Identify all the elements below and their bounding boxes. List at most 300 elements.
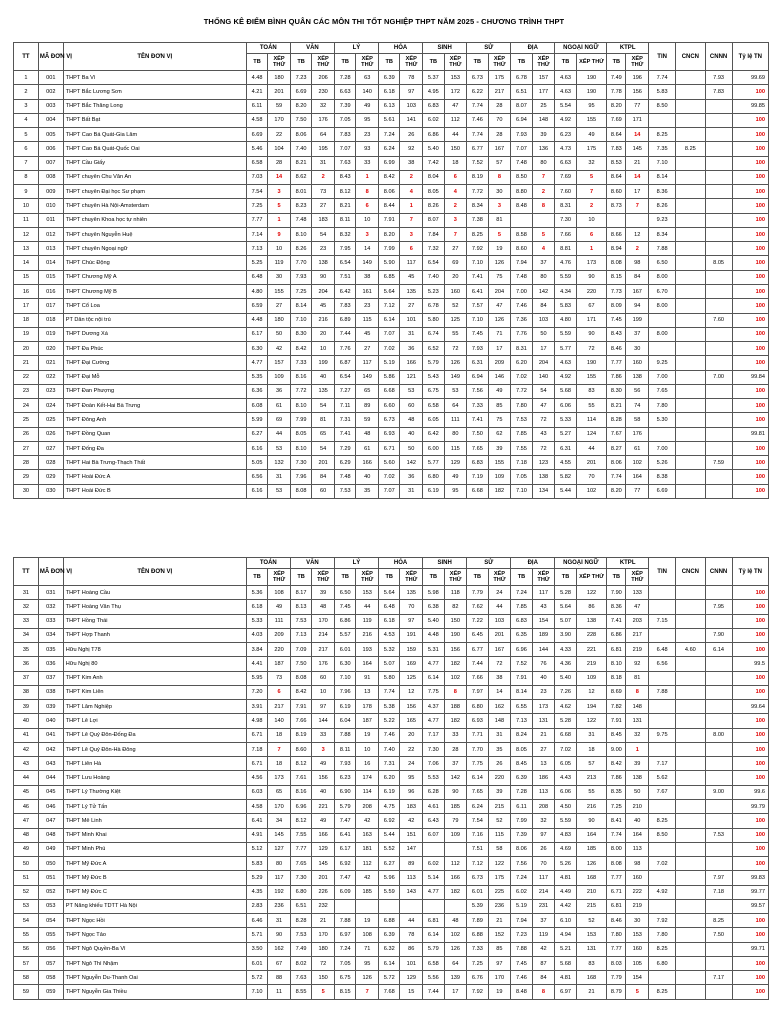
table-cell — [676, 799, 705, 813]
table-cell: 8.73 — [607, 199, 626, 213]
unit-name: THPT Đại Mỗ — [63, 370, 246, 384]
pass-rate: 100 — [732, 586, 768, 600]
table-cell: 7.00 — [649, 441, 676, 455]
table-cell: 7.63 — [334, 156, 355, 170]
table-cell: 144 — [532, 643, 555, 657]
table-cell: 7.55 — [511, 441, 532, 455]
table-cell: 3.91 — [246, 700, 267, 714]
table-cell — [423, 899, 444, 913]
table-cell: 39 — [488, 441, 511, 455]
table-row — [14, 413, 769, 427]
table-cell — [676, 771, 705, 785]
table-cell: 82 — [444, 600, 467, 614]
table-cell: 021 — [38, 356, 63, 370]
table-cell: 67 — [268, 956, 291, 970]
table-cell: 8.21 — [290, 156, 311, 170]
table-cell: 47 — [14, 814, 39, 828]
table-cell: 7.70 — [290, 256, 311, 270]
table-cell: 6.16 — [246, 484, 267, 498]
table-cell — [676, 956, 705, 970]
table-cell: 32 — [312, 99, 335, 113]
table-cell: 4 — [400, 185, 423, 199]
table-cell: 12 — [400, 685, 423, 699]
table-cell: 5.80 — [423, 313, 444, 327]
table-cell: 2 — [312, 170, 335, 184]
table-cell: 126 — [488, 256, 511, 270]
table-cell: 5 — [532, 227, 555, 241]
table-cell: 7.17 — [705, 971, 732, 985]
table-cell: 39 — [488, 785, 511, 799]
table-cell: 14 — [14, 256, 39, 270]
table-cell: 39 — [14, 700, 39, 714]
table-cell: 7.39 — [511, 828, 532, 842]
table-cell: 8.94 — [607, 242, 626, 256]
table-cell: 6.83 — [467, 456, 488, 470]
table-cell — [676, 128, 705, 142]
table-cell: 173 — [576, 256, 607, 270]
table-cell: 90 — [576, 270, 607, 284]
table-cell: 6.71 — [246, 728, 267, 742]
table-cell: 57 — [576, 757, 607, 771]
table-cell: 7 — [14, 156, 39, 170]
table-cell: 4.58 — [246, 113, 267, 127]
table-cell: 49 — [14, 842, 39, 856]
table-cell: 129 — [312, 842, 335, 856]
table-cell: 31 — [576, 728, 607, 742]
table-cell: 236 — [488, 899, 511, 913]
table-cell: 8.06 — [290, 128, 311, 142]
table-cell: 6.02 — [423, 857, 444, 871]
table-cell: 7.25 — [290, 284, 311, 298]
pass-rate: 100 — [732, 685, 768, 699]
table-cell: 4.77 — [423, 657, 444, 671]
table-cell: 7.91 — [379, 213, 400, 227]
table-cell: 185 — [356, 885, 379, 899]
table-cell: 7.56 — [511, 857, 532, 871]
unit-name: THPT Ngô Thì Nhậm — [63, 956, 246, 970]
table-cell: 6.17 — [246, 327, 267, 341]
table-cell: 7.03 — [246, 170, 267, 184]
table-row — [14, 742, 769, 756]
table-cell: 6.43 — [423, 814, 444, 828]
table-cell: 004 — [38, 113, 63, 127]
table-cell — [676, 814, 705, 828]
table-cell: 6.76 — [467, 971, 488, 985]
table-row — [14, 985, 769, 999]
table-cell: 58 — [488, 842, 511, 856]
table-cell: 7.02 — [379, 342, 400, 356]
table-cell: 77 — [626, 99, 649, 113]
header-xep-thu: XẾP THỨ — [576, 569, 607, 586]
table-cell: 19 — [356, 914, 379, 928]
table-cell: 6.01 — [334, 643, 355, 657]
table-cell: 5.83 — [555, 299, 576, 313]
unit-name: THPT Đại Cường — [63, 356, 246, 370]
table-cell: 41 — [14, 728, 39, 742]
table-cell: 170 — [268, 113, 291, 127]
table-cell: 008 — [38, 170, 63, 184]
table-cell: 7.53 — [334, 484, 355, 498]
table-cell: 101 — [400, 313, 423, 327]
table-cell: 7.65 — [649, 384, 676, 398]
table-cell: 201 — [488, 628, 511, 642]
table-cell: 4.81 — [555, 971, 576, 985]
table-row — [14, 885, 769, 899]
table-cell: 7.10 — [467, 256, 488, 270]
table-cell — [705, 413, 732, 427]
table-cell: 150 — [444, 614, 467, 628]
table-cell: 044 — [38, 771, 63, 785]
table-cell: 5.79 — [423, 356, 444, 370]
table-cell: 40 — [356, 470, 379, 484]
table-cell: 40 — [626, 814, 649, 828]
header-subject-8: KTPL — [607, 558, 649, 569]
table-cell: 39 — [312, 586, 335, 600]
table-cell: 129 — [400, 971, 423, 985]
table-cell: 170 — [268, 799, 291, 813]
table-cell — [676, 85, 705, 99]
table-cell: 029 — [38, 470, 63, 484]
table-cell: 24 — [488, 586, 511, 600]
table-cell: 8.45 — [607, 728, 626, 742]
table-cell: 30 — [488, 185, 511, 199]
table-cell — [705, 213, 732, 227]
table-cell: 7.82 — [607, 700, 626, 714]
table-cell: 72 — [532, 413, 555, 427]
table-cell: 70 — [400, 600, 423, 614]
table-cell: 6.14 — [705, 643, 732, 657]
header-tb: TB — [290, 54, 311, 71]
table-cell: 8.10 — [607, 657, 626, 671]
table-cell: 9.75 — [649, 728, 676, 742]
table-cell: 191 — [400, 628, 423, 642]
table-cell: 23 — [356, 299, 379, 313]
table-row — [14, 384, 769, 398]
table-cell: 31 — [400, 484, 423, 498]
pass-rate: 100 — [732, 484, 768, 498]
table-cell: 7.48 — [290, 213, 311, 227]
table-cell: 7.52 — [467, 156, 488, 170]
table-cell: 7.74 — [467, 99, 488, 113]
table-cell: 7.77 — [607, 942, 626, 956]
table-cell: 6.71 — [379, 441, 400, 455]
table-row — [14, 456, 769, 470]
table-cell — [444, 842, 467, 856]
table-cell: 6.04 — [334, 714, 355, 728]
table-cell: 37 — [444, 757, 467, 771]
table-cell: 5.29 — [246, 871, 267, 885]
table-cell — [705, 270, 732, 284]
table-cell: 6.48 — [649, 643, 676, 657]
table-cell: 153 — [444, 71, 467, 85]
header-tb: TB — [607, 54, 626, 71]
table-cell: 28 — [488, 99, 511, 113]
table-cell: 8.24 — [511, 728, 532, 742]
table-cell: 86 — [400, 942, 423, 956]
table-cell: 7.35 — [649, 142, 676, 156]
table-cell: 7.71 — [467, 728, 488, 742]
table-cell — [705, 685, 732, 699]
table-cell: 7.48 — [334, 470, 355, 484]
table-cell: 8.26 — [649, 199, 676, 213]
table-cell: 33 — [444, 728, 467, 742]
table-cell: 5.33 — [555, 413, 576, 427]
table-cell: 105 — [626, 956, 649, 970]
table-cell: 6.18 — [246, 600, 267, 614]
table-cell: 220 — [576, 284, 607, 298]
table-cell: 63 — [356, 71, 379, 85]
unit-name: THPT Lưu Hoàng — [63, 771, 246, 785]
table-cell: 155 — [488, 456, 511, 470]
table-cell: 7.09 — [290, 643, 311, 657]
table-cell: 199 — [626, 313, 649, 327]
table-cell: 8 — [444, 685, 467, 699]
table-cell: 166 — [312, 828, 335, 842]
table-cell: 216 — [312, 313, 335, 327]
table-cell — [705, 842, 732, 856]
table-cell: 117 — [532, 871, 555, 885]
table-cell: 115 — [356, 313, 379, 327]
table-cell: 5.61 — [379, 113, 400, 127]
table-cell: 33 — [312, 728, 335, 742]
table-cell: 7.06 — [423, 757, 444, 771]
table-cell: 64 — [444, 956, 467, 970]
unit-name: THPT Hoàng Văn Thụ — [63, 600, 246, 614]
table-cell: 96 — [400, 785, 423, 799]
table-cell: 6.05 — [423, 413, 444, 427]
table-cell: 44 — [356, 600, 379, 614]
table-cell: 8 — [488, 170, 511, 184]
table-cell: 57 — [14, 956, 39, 970]
table-cell: 182 — [488, 484, 511, 498]
table-cell: 40 — [312, 785, 335, 799]
table-cell: 8.45 — [511, 757, 532, 771]
table-cell: 92 — [626, 657, 649, 671]
pass-rate: 100 — [732, 728, 768, 742]
header-subject-3: HÓA — [379, 558, 423, 569]
table-cell: 1 — [14, 71, 39, 85]
table-cell: 7.33 — [290, 356, 311, 370]
table-row — [14, 156, 769, 170]
table-cell: 23 — [356, 128, 379, 142]
table-cell: 6.00 — [423, 441, 444, 455]
table-cell: 25 — [14, 413, 39, 427]
table-cell: 75 — [488, 413, 511, 427]
table-row — [14, 928, 769, 942]
table-cell: 7.17 — [423, 728, 444, 742]
table-cell: 17 — [532, 342, 555, 356]
table-cell: 90 — [268, 928, 291, 942]
table-cell: 23 — [532, 685, 555, 699]
table-cell: 6.02 — [423, 113, 444, 127]
table-cell: 042 — [38, 742, 63, 756]
table-cell: 6.73 — [379, 413, 400, 427]
table-cell: 6.83 — [511, 614, 532, 628]
table-cell: 8.48 — [511, 199, 532, 213]
table-cell — [705, 671, 732, 685]
table-cell: 72 — [532, 441, 555, 455]
table-cell: 8.66 — [607, 227, 626, 241]
table-cell: 7.90 — [607, 586, 626, 600]
table-cell: 7.10 — [334, 671, 355, 685]
table-cell: 26 — [400, 128, 423, 142]
table-cell: 7.83 — [705, 85, 732, 99]
table-cell: 4.76 — [555, 256, 576, 270]
table-cell: 85 — [488, 399, 511, 413]
table-cell: 160 — [626, 356, 649, 370]
table-cell: 7.53 — [705, 828, 732, 842]
table-cell: 81 — [626, 671, 649, 685]
table-cell — [705, 356, 732, 370]
table-cell: 6.20 — [511, 356, 532, 370]
pass-rate: 99.69 — [732, 71, 768, 85]
table-cell: 8.25 — [467, 227, 488, 241]
table-cell: 47 — [626, 600, 649, 614]
table-cell: 6.06 — [555, 785, 576, 799]
table-row — [14, 470, 769, 484]
table-cell: 5.14 — [423, 871, 444, 885]
table-cell — [705, 857, 732, 871]
table-cell: 052 — [38, 885, 63, 899]
table-cell — [705, 185, 732, 199]
table-cell: 33 — [356, 156, 379, 170]
table-cell: 72 — [312, 956, 335, 970]
table-cell: 7.74 — [607, 828, 626, 842]
table-cell: 42 — [532, 942, 555, 956]
table-cell: 7.69 — [555, 170, 576, 184]
table-cell: 7.33 — [467, 399, 488, 413]
table-cell — [649, 899, 676, 913]
table-cell: 199 — [312, 356, 335, 370]
table-cell: 163 — [356, 828, 379, 842]
unit-name: THPT Cao Bá Quát-Quốc Oai — [63, 142, 246, 156]
table-cell: 4.75 — [379, 799, 400, 813]
table-cell: 7.28 — [334, 71, 355, 85]
table-cell: 8.00 — [649, 327, 676, 341]
table-cell: 153 — [626, 928, 649, 942]
table-cell: 6.10 — [555, 914, 576, 928]
table-cell: 69 — [268, 413, 291, 427]
table-cell: 049 — [38, 842, 63, 856]
table-cell: 6.19 — [379, 785, 400, 799]
table-cell: 15 — [400, 985, 423, 999]
score-table-1 — [13, 42, 769, 499]
pass-rate: 100 — [732, 242, 768, 256]
table-cell: 039 — [38, 700, 63, 714]
table-cell: 142 — [532, 284, 555, 298]
table-cell: 5.40 — [423, 614, 444, 628]
table-cell: 7.99 — [379, 242, 400, 256]
table-cell: 103 — [400, 99, 423, 113]
table-cell: 6.78 — [511, 71, 532, 85]
table-cell: 8.16 — [290, 370, 311, 384]
table-cell: 5.53 — [423, 771, 444, 785]
table-cell: 6.56 — [246, 470, 267, 484]
table-cell: 037 — [38, 671, 63, 685]
table-cell: 7.53 — [511, 413, 532, 427]
table-cell: 135 — [400, 284, 423, 298]
table-cell: 6.68 — [379, 384, 400, 398]
table-cell: 6.75 — [334, 971, 355, 985]
table-cell: 8.42 — [379, 170, 400, 184]
table-cell: 12 — [14, 227, 39, 241]
table-cell: 8.19 — [467, 170, 488, 184]
unit-name: THPT chuyên Đại học Sư phạm — [63, 185, 246, 199]
table-cell: 8.28 — [607, 413, 626, 427]
unit-name: THPT Mỹ Đức B — [63, 871, 246, 885]
table-cell — [676, 928, 705, 942]
header-tin: TIN — [649, 558, 676, 586]
table-cell: 129 — [444, 456, 467, 470]
table-cell: 210 — [626, 799, 649, 813]
table-cell: 7.88 — [649, 685, 676, 699]
table-cell: 37 — [626, 327, 649, 341]
table-cell: 5.96 — [379, 871, 400, 885]
table-cell: 8.26 — [423, 199, 444, 213]
table-cell — [379, 899, 400, 913]
table-cell: 7.30 — [423, 742, 444, 756]
table-cell: 8.31 — [555, 199, 576, 213]
table-cell: 7.84 — [423, 227, 444, 241]
table-cell: 131 — [626, 714, 649, 728]
table-cell — [676, 871, 705, 885]
table-cell: 8.03 — [607, 956, 626, 970]
table-cell: 6.55 — [511, 700, 532, 714]
table-cell: 175 — [488, 71, 511, 85]
table-cell — [649, 427, 676, 441]
table-cell — [705, 985, 732, 999]
table-cell: 215 — [576, 899, 607, 913]
table-row — [14, 313, 769, 327]
table-cell: 006 — [38, 142, 63, 156]
table-cell: 204 — [312, 284, 335, 298]
table-cell: 7.90 — [705, 628, 732, 642]
table-cell: 4.81 — [555, 871, 576, 885]
table-cell: 219 — [626, 643, 649, 657]
table-cell: 8.50 — [649, 99, 676, 113]
table-cell: 6.94 — [511, 113, 532, 127]
table-cell: 7.44 — [423, 985, 444, 999]
table-cell: 6.63 — [555, 156, 576, 170]
table-cell: 7.30 — [290, 871, 311, 885]
pass-rate: 100 — [732, 714, 768, 728]
table-cell: 7.83 — [607, 142, 626, 156]
table-cell: 5.79 — [423, 942, 444, 956]
table-cell: 038 — [38, 685, 63, 699]
table-cell: 6.73 — [467, 871, 488, 885]
table-cell — [705, 299, 732, 313]
table-cell: 16 — [14, 284, 39, 298]
table-cell: 8.05 — [290, 427, 311, 441]
table-cell: 043 — [38, 757, 63, 771]
unit-name: THPT chuyên Chu Văn An — [63, 170, 246, 184]
table-cell — [676, 714, 705, 728]
table-cell: 040 — [38, 714, 63, 728]
table-cell: 28 — [488, 128, 511, 142]
table-cell: 4.92 — [555, 370, 576, 384]
table-cell: 031 — [38, 586, 63, 600]
table-cell — [676, 700, 705, 714]
header-tb: TB — [290, 569, 311, 586]
table-cell: 49 — [312, 757, 335, 771]
table-cell: 5.28 — [555, 586, 576, 600]
score-table-2 — [13, 557, 769, 1000]
table-cell: 53 — [268, 441, 291, 455]
table-cell: 27 — [356, 342, 379, 356]
table-cell: 92 — [400, 142, 423, 156]
table-cell — [676, 299, 705, 313]
table-cell: 6.54 — [334, 256, 355, 270]
